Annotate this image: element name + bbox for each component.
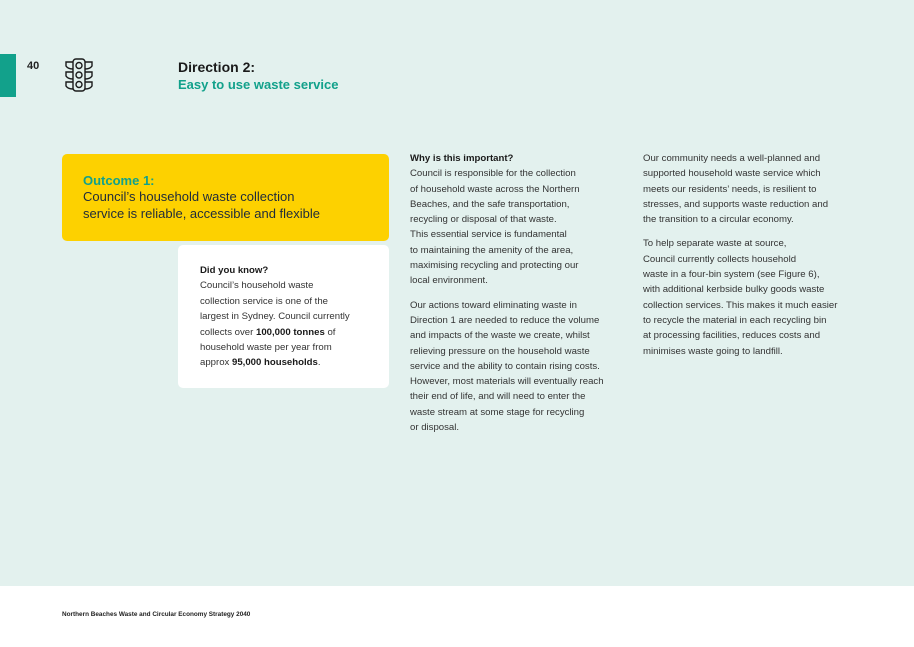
- did-you-know-line: Council’s household waste: [200, 280, 314, 292]
- did-you-know-line: largest in Sydney. Council currently: [200, 311, 350, 323]
- text-line: of household waste across the Northern: [410, 183, 580, 195]
- outcome-box: [62, 154, 389, 241]
- text-line: their end of life, and will need to enter the: [410, 391, 586, 403]
- did-you-know-box: [178, 245, 389, 388]
- text-line: with additional kerbside bulky goods waste: [643, 284, 825, 296]
- body-column-right: [643, 151, 858, 368]
- outcome-text-line: Council’s household waste collection: [83, 189, 295, 204]
- did-you-know-line: collection service is one of the: [200, 295, 328, 307]
- body-column-middle: [410, 151, 630, 444]
- text-line: service and the ability to contain rising costs.: [410, 360, 600, 372]
- page-number: 40: [27, 60, 40, 72]
- did-you-know-line: [200, 325, 381, 340]
- text-line: relieving pressure on the household waste: [410, 345, 590, 357]
- direction-label: Direction 2:: [178, 59, 256, 75]
- text-line: This essential service is fundamental: [410, 229, 567, 241]
- text-line: To help separate waste at source,: [643, 238, 787, 250]
- text-line: Council currently collects household: [643, 253, 797, 265]
- tonnes-highlight: 100,000 tonnes: [255, 326, 325, 338]
- paragraph: [643, 236, 858, 358]
- text-line: However, most materials will eventually reach: [410, 376, 604, 388]
- text-line: minimises waste going to landfill.: [643, 345, 783, 357]
- text-line: at processing facilities, reduces costs and: [643, 330, 821, 342]
- text-line: or disposal.: [410, 422, 460, 434]
- text-line: stresses, and supports waste reduction and: [643, 198, 829, 210]
- text-span: collects over: [200, 326, 256, 338]
- text-line: recycling or disposal of that waste.: [410, 214, 557, 226]
- outcome-text-line: service is reliable, accessible and flexible: [83, 206, 321, 221]
- text-line: waste stream at some stage for recycling: [410, 406, 585, 418]
- text-line: Our actions toward eliminating waste in: [410, 299, 577, 311]
- footer-document-title: Northern Beaches Waste and Circular Economy Strategy 2040: [62, 611, 251, 618]
- text-line: maximising recycling and protecting our: [410, 260, 579, 272]
- traffic-light-icon: [62, 57, 96, 93]
- text-line: Council is responsible for the collection: [410, 168, 576, 180]
- text-line: meets our residents’ needs, is resilient to: [643, 183, 817, 195]
- households-highlight: 95,000 households: [232, 357, 318, 369]
- section-tab-marker: [0, 54, 16, 97]
- paragraph: [410, 298, 630, 436]
- text-line: local environment.: [410, 275, 488, 287]
- did-you-know-line: household waste per year from: [200, 342, 332, 354]
- question-heading: Why is this important?: [410, 153, 514, 164]
- text-span: of: [324, 326, 336, 338]
- text-line: waste in a four-bin system (see Figure 6),: [643, 269, 820, 281]
- text-line: and impacts of the waste we create, whilst: [410, 330, 590, 342]
- text-line: to recycle the material in each recycling bin: [643, 314, 827, 326]
- text-line: collection services. This makes it much easier: [643, 299, 838, 311]
- did-you-know-heading: Did you know?: [200, 265, 269, 276]
- outcome-heading: Outcome 1:: [83, 173, 155, 188]
- text-line: Direction 1 are needed to reduce the volume: [410, 314, 600, 326]
- text-line: to maintaining the amenity of the area,: [410, 244, 574, 256]
- text-line: Our community needs a well-planned and: [643, 153, 821, 164]
- direction-subtitle: Easy to use waste service: [178, 77, 339, 92]
- text-span: approx: [200, 357, 232, 369]
- text-span: .: [317, 357, 321, 369]
- paragraph: [410, 166, 630, 288]
- text-line: the transition to a circular economy.: [643, 214, 794, 226]
- text-line: supported household waste service which: [643, 168, 821, 180]
- did-you-know-line: [200, 355, 381, 370]
- text-line: Beaches, and the safe transportation,: [410, 198, 570, 210]
- paragraph: [643, 151, 858, 227]
